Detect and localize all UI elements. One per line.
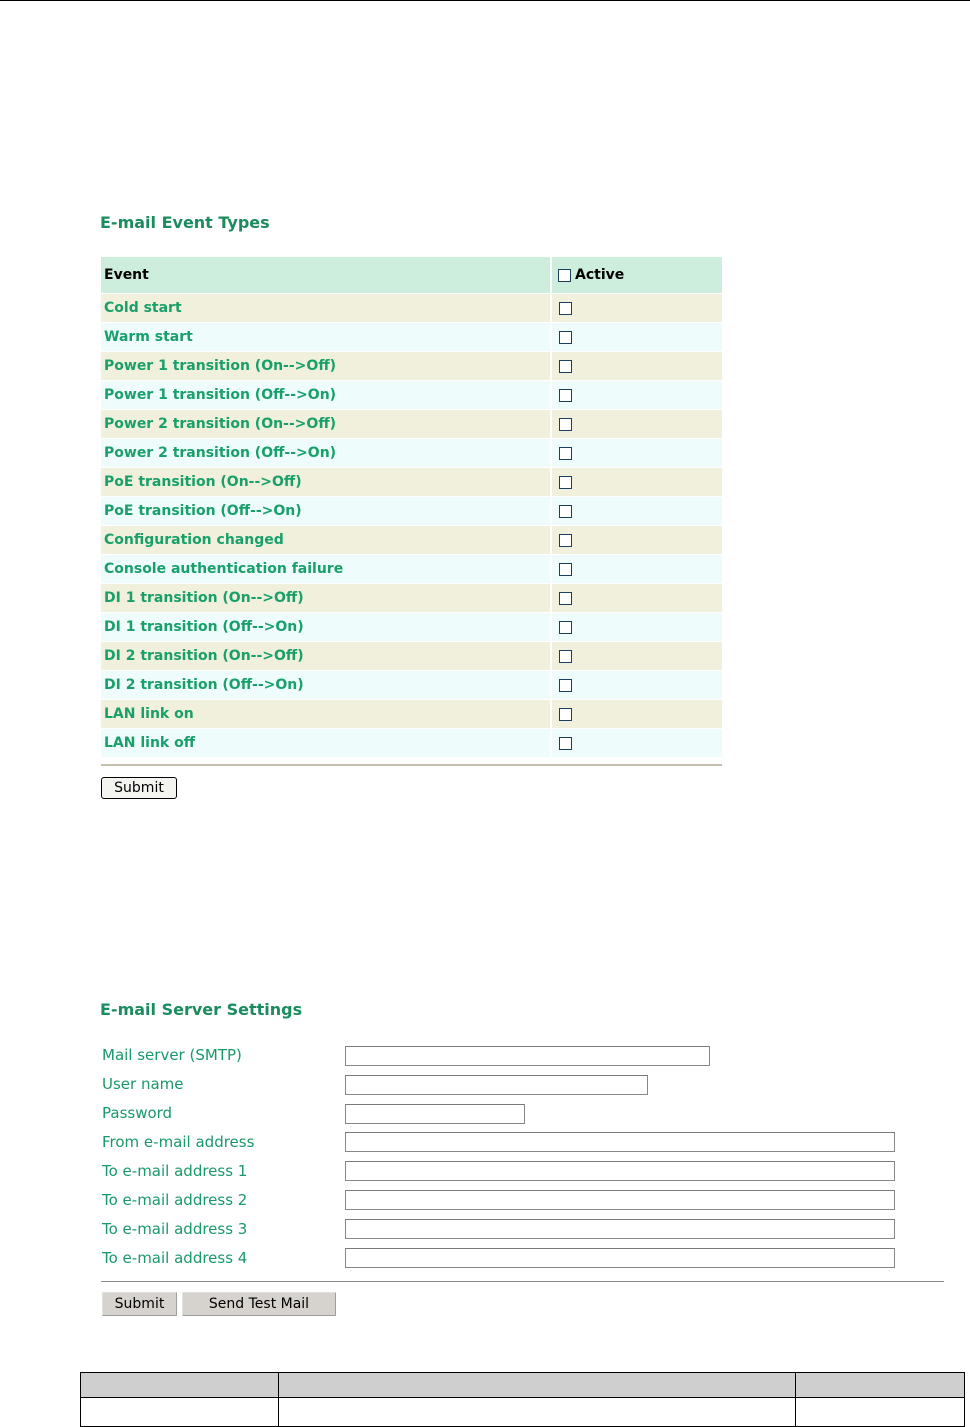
user-name-input[interactable] [345,1075,648,1095]
event-row [101,700,722,728]
event-row [101,642,722,670]
document-table-col-divider [278,1372,279,1427]
to-address-2-input[interactable] [345,1190,895,1210]
event-active-cell [552,381,722,409]
event-active-cell [552,439,722,467]
password-input[interactable] [345,1104,525,1124]
active-column-header [552,257,722,293]
event-row [101,410,722,438]
event-submit-button[interactable]: Submit [101,777,177,799]
event-active-checkbox[interactable] [559,418,572,431]
event-row [101,613,722,641]
event-active-checkbox[interactable] [559,679,572,692]
event-active-checkbox[interactable] [559,447,572,460]
event-label: DI 1 transition (Off-->On) [101,613,552,641]
event-active-cell [552,294,722,322]
event-types-table [101,257,722,758]
server-settings-title: E-mail Server Settings [100,1000,303,1019]
server-submit-button[interactable]: Submit [102,1292,177,1316]
event-types-title: E-mail Event Types [100,213,270,232]
event-label: Power 2 transition (On-->Off) [101,410,552,438]
from-address-label: From e-mail address [102,1133,255,1151]
page-top-rule [0,0,970,1]
event-active-checkbox[interactable] [559,505,572,518]
mail-server-label: Mail server (SMTP) [102,1046,242,1064]
event-row [101,584,722,612]
server-settings-divider [101,1281,944,1282]
event-label: Power 1 transition (Off-->On) [101,381,552,409]
event-label: LAN link off [101,729,552,757]
event-row [101,323,722,351]
select-all-active-checkbox[interactable] [558,269,571,282]
document-table [80,1372,965,1427]
event-table-divider [101,764,722,766]
event-row [101,526,722,554]
event-label: Power 2 transition (Off-->On) [101,439,552,467]
document-table-col-divider [795,1372,796,1427]
event-row [101,671,722,699]
to-address-4-label: To e-mail address 4 [102,1249,248,1267]
event-active-checkbox[interactable] [559,708,572,721]
event-label: Cold start [101,294,552,322]
event-active-checkbox[interactable] [559,476,572,489]
event-active-cell [552,352,722,380]
event-label: DI 2 transition (On-->Off) [101,642,552,670]
event-active-checkbox[interactable] [559,302,572,315]
from-address-input[interactable] [345,1132,895,1152]
event-label: Console authentication failure [101,555,552,583]
event-active-checkbox[interactable] [559,650,572,663]
event-row [101,729,722,757]
event-row [101,468,722,496]
active-header-label: Active [575,267,625,283]
event-active-cell [552,410,722,438]
event-table-header [101,257,722,293]
event-label: Warm start [101,323,552,351]
event-active-checkbox[interactable] [559,360,572,373]
password-label: Password [102,1104,173,1122]
event-active-cell [552,700,722,728]
event-label: PoE transition (Off-->On) [101,497,552,525]
event-active-cell [552,497,722,525]
event-active-checkbox[interactable] [559,621,572,634]
event-active-cell [552,323,722,351]
to-address-3-input[interactable] [345,1219,895,1239]
event-active-cell [552,613,722,641]
event-active-cell [552,526,722,554]
event-active-checkbox[interactable] [559,737,572,750]
mail-server-input[interactable] [345,1046,710,1066]
event-row [101,381,722,409]
event-active-checkbox[interactable] [559,534,572,547]
event-active-cell [552,555,722,583]
event-row [101,294,722,322]
event-active-cell [552,729,722,757]
event-label: PoE transition (On-->Off) [101,468,552,496]
document-table-row [80,1398,965,1427]
event-label: DI 1 transition (On-->Off) [101,584,552,612]
document-table-header [80,1372,965,1398]
event-active-checkbox[interactable] [559,563,572,576]
event-label: Power 1 transition (On-->Off) [101,352,552,380]
event-active-cell [552,584,722,612]
event-active-cell [552,642,722,670]
event-active-checkbox[interactable] [559,331,572,344]
event-active-checkbox[interactable] [559,592,572,605]
event-active-cell [552,671,722,699]
event-row [101,555,722,583]
to-address-3-label: To e-mail address 3 [102,1220,248,1238]
to-address-4-input[interactable] [345,1248,895,1268]
send-test-mail-button[interactable]: Send Test Mail [182,1292,336,1316]
event-row [101,439,722,467]
event-active-checkbox[interactable] [559,389,572,402]
user-name-label: User name [102,1075,184,1093]
to-address-1-input[interactable] [345,1161,895,1181]
to-address-2-label: To e-mail address 2 [102,1191,248,1209]
event-label: LAN link on [101,700,552,728]
event-row [101,352,722,380]
event-row [101,497,722,525]
event-column-header: Event [101,257,552,293]
event-active-cell [552,468,722,496]
event-label: Configuration changed [101,526,552,554]
event-label: DI 2 transition (Off-->On) [101,671,552,699]
event-rows [101,294,722,757]
to-address-1-label: To e-mail address 1 [102,1162,248,1180]
